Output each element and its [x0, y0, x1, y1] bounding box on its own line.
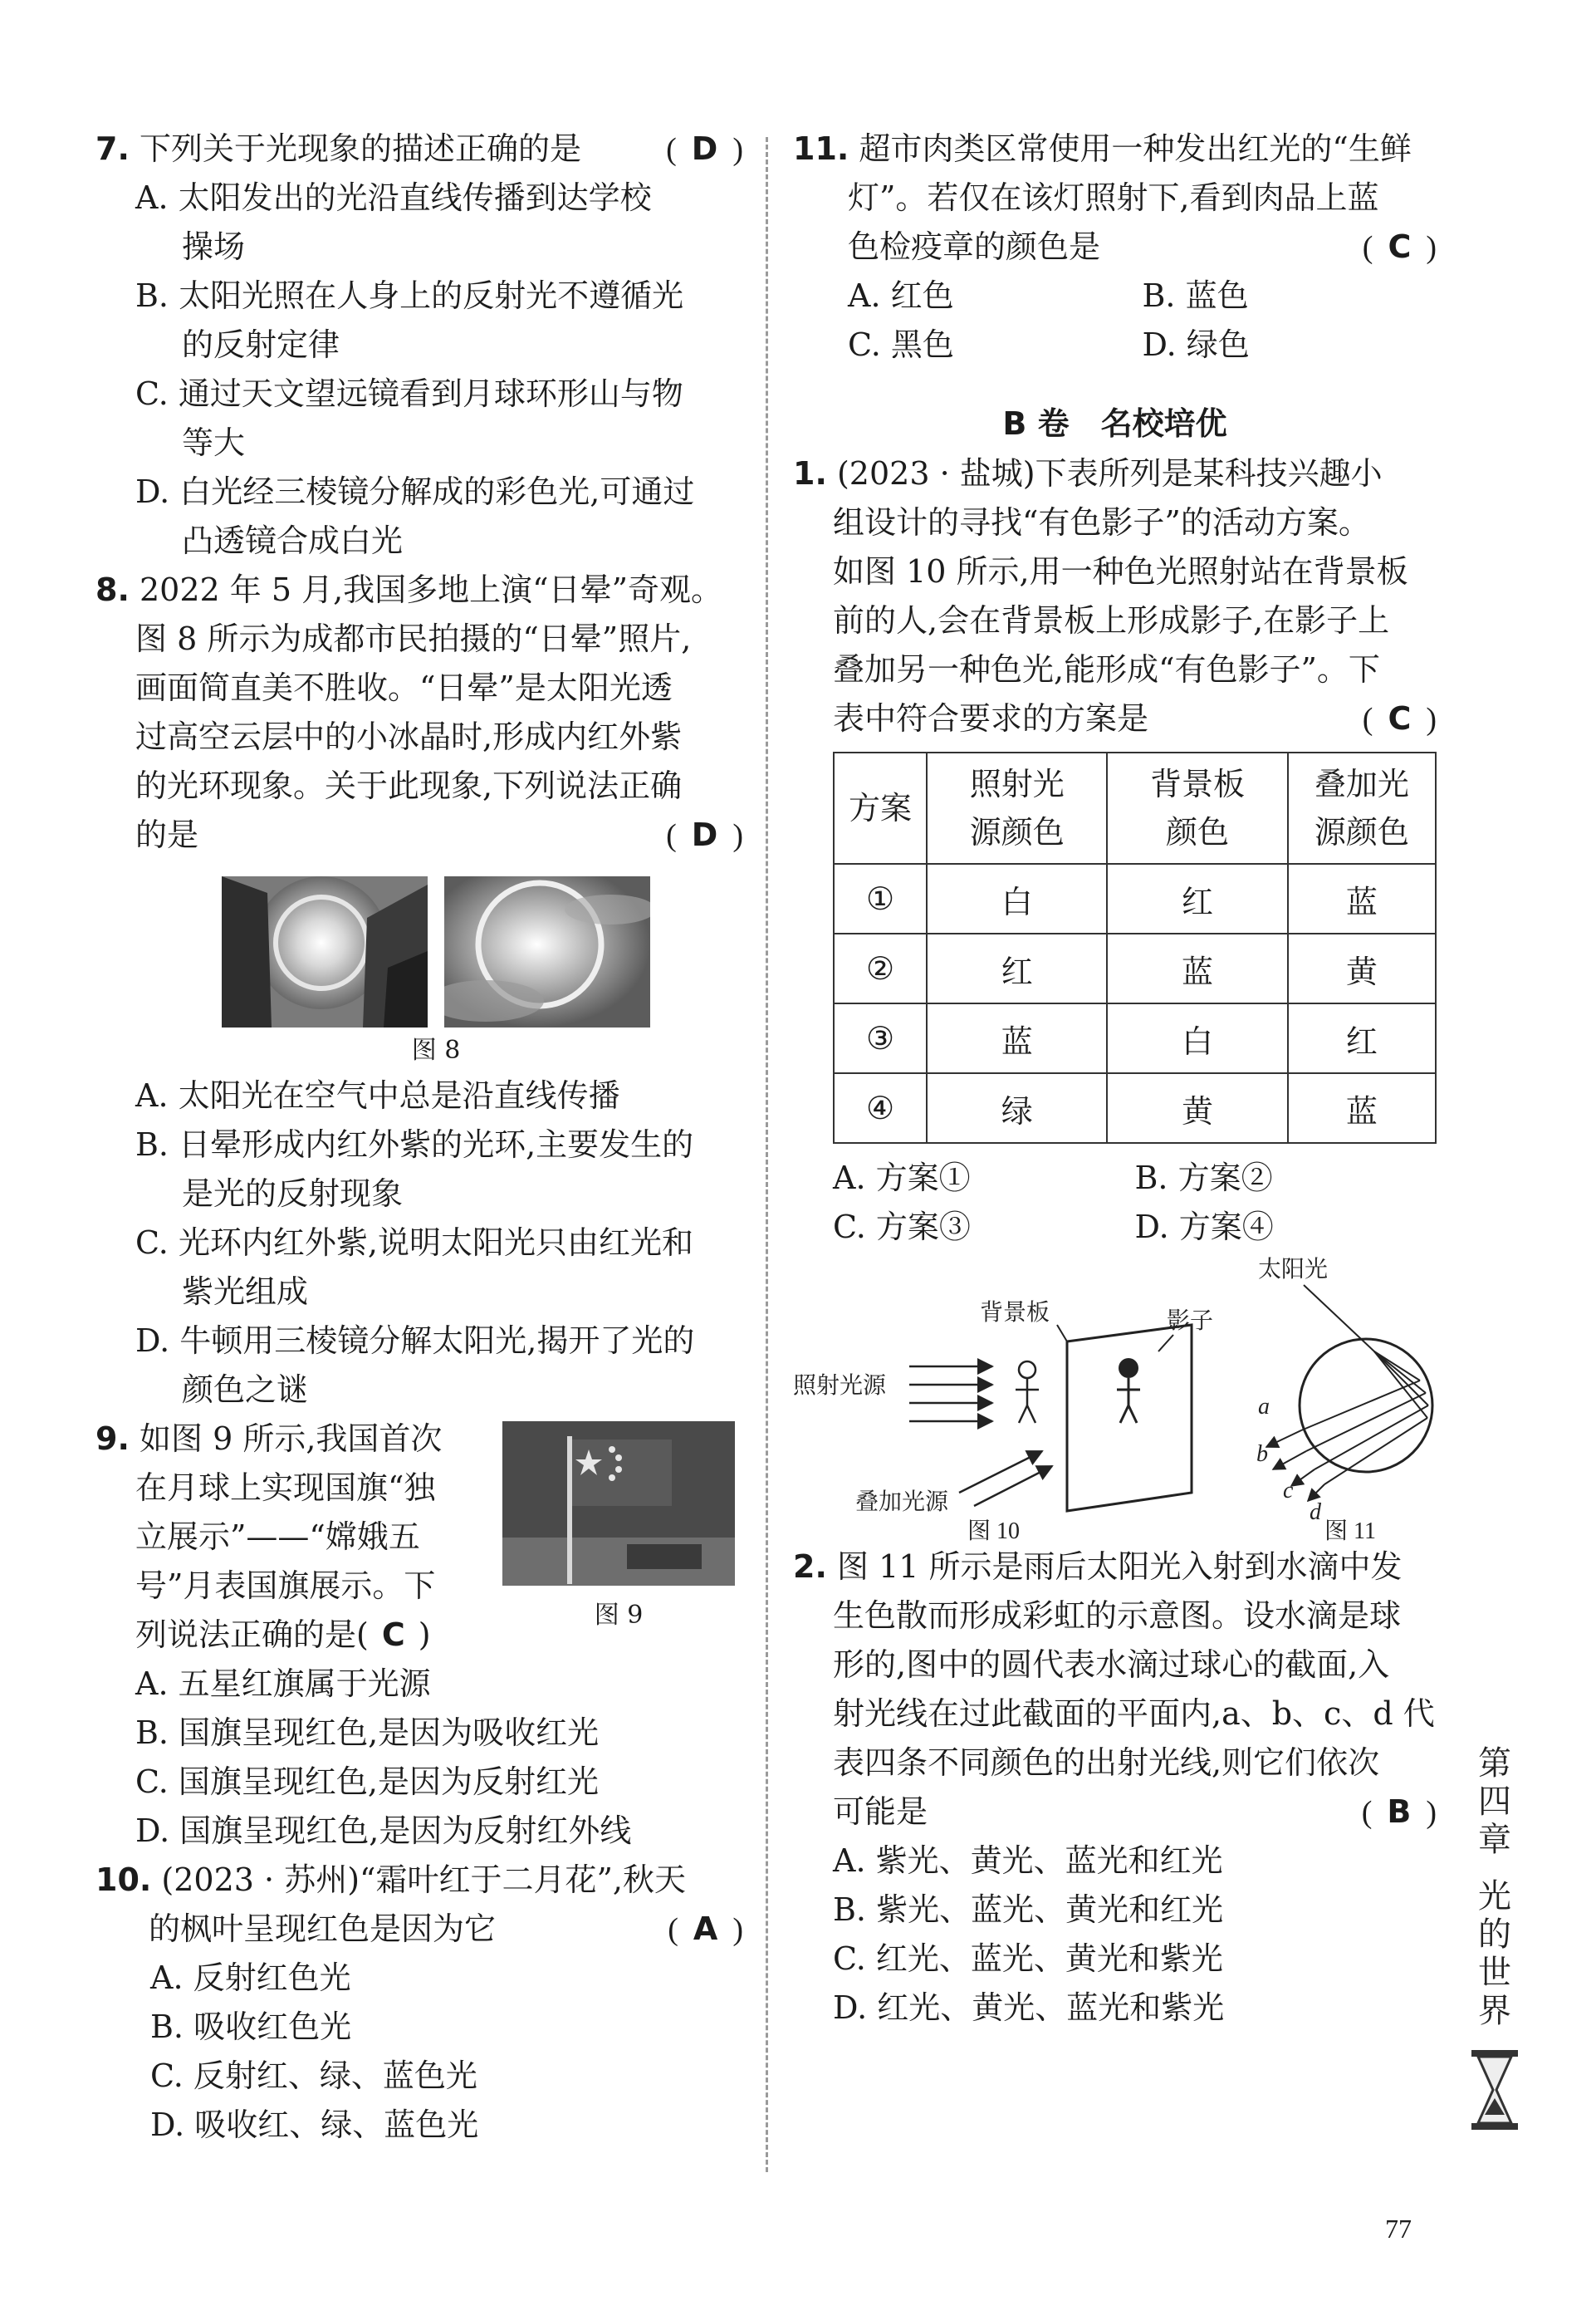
ray-d-out — [1308, 1484, 1324, 1501]
question-line: 画面简直美不胜收。“日晕”是太阳光透 — [135, 669, 673, 706]
option-c: C. 反射红、绿、蓝色光 — [150, 2058, 477, 2094]
chapter-title — [1470, 1877, 1520, 2030]
option-b: B. 方案② — [1134, 1160, 1273, 1196]
figure-caption: 图 9 — [594, 1601, 644, 1630]
table-cell: 蓝 — [1107, 934, 1287, 1003]
table-cell: ② — [834, 934, 927, 1003]
question-line: (2023 · 盐城)下表所列是某科技兴趣小 — [836, 455, 1383, 492]
option-b: B. 紫光、蓝光、黄光和红光 — [833, 1891, 1224, 1928]
answer-bracket: ( D ) — [666, 130, 743, 167]
option-c: C. 通过天文望远镜看到月球环形山与物 — [135, 375, 683, 412]
question-stem: 下列关于光现象的描述正确的是 — [139, 130, 581, 167]
answer: A — [693, 1910, 718, 1947]
bracket-close: ) — [418, 1616, 431, 1653]
question-line: 叠加另一种色光,能形成“有色影子”。下 — [833, 651, 1380, 688]
chapter-char: 四 — [1478, 1783, 1511, 1821]
option-a: A. 反射红色光 — [150, 1959, 351, 1996]
page-number: 77 — [1385, 2214, 1412, 2244]
option-a-cont: 操场 — [182, 228, 246, 265]
question-line: 如图 10 所示,用一种色光照射站在背景板 — [833, 553, 1408, 590]
figure-10 — [793, 1298, 1213, 1543]
column-divider — [766, 137, 768, 2172]
water-drop — [1300, 1339, 1432, 1472]
table-header-row — [834, 753, 1436, 864]
figure-caption: 图 11 — [1324, 1518, 1376, 1543]
option-c: C. 光环内红外紫,说明太阳光只由红光和 — [135, 1224, 693, 1261]
sunlight-ray — [1304, 1285, 1374, 1351]
ray-a-out — [1266, 1430, 1301, 1447]
section-title: B 卷 名校培优 — [1002, 405, 1227, 442]
table-cell: 白 — [1107, 1003, 1287, 1073]
option-d-cont: 颜色之谜 — [182, 1371, 309, 1408]
option-d: D. 白光经三棱镜分解成的彩色光,可通过 — [135, 473, 695, 510]
answer: C — [381, 1616, 405, 1653]
ray-b-line — [1306, 1393, 1426, 1451]
person-head — [1019, 1361, 1035, 1378]
table-cell: 绿 — [927, 1073, 1107, 1143]
table-row — [834, 1073, 1436, 1143]
ray-b-out — [1273, 1451, 1306, 1469]
internal-ray — [1374, 1351, 1420, 1381]
flag-on-moon-photo — [502, 1421, 735, 1586]
question-line: 如图 9 所示,我国首次 — [139, 1420, 443, 1457]
option-c: C. 红光、蓝光、黄光和紫光 — [833, 1940, 1223, 1977]
option-b: B. 日晕形成内红外紫的光环,主要发生的 — [135, 1126, 694, 1163]
question-line: 的枫叶呈现红色是因为它 — [149, 1910, 497, 1947]
option-a: A. 太阳发出的光沿直线传播到达学校 — [135, 179, 652, 216]
chapter-char: 世 — [1478, 1954, 1511, 1992]
question-line: 色检疫章的颜色是 — [848, 228, 1101, 265]
option-a: A. 太阳光在空气中总是沿直线传播 — [135, 1077, 620, 1114]
answer-bracket: ( C ) — [1362, 700, 1437, 737]
answer: C — [1388, 228, 1412, 265]
table-row — [834, 1003, 1436, 1073]
chapter-label — [1470, 1744, 1520, 1859]
answer: D — [691, 817, 718, 853]
question-number: 9. — [95, 1420, 130, 1457]
figure-8 — [95, 860, 743, 1072]
table-cell: 蓝 — [1288, 1073, 1436, 1143]
option-b-cont: 是光的反射现象 — [182, 1175, 404, 1212]
question-line: 列说法正确的是( — [135, 1616, 369, 1653]
option-d: D. 方案④ — [1134, 1209, 1274, 1245]
option-b: B. 蓝色 — [1142, 277, 1249, 314]
background-board — [1067, 1325, 1192, 1511]
table-cell: 红 — [1288, 1003, 1436, 1073]
option-c-cont: 等大 — [182, 424, 246, 461]
question-line: 灯”。若仅在该灯照射下,看到肉品上蓝 — [848, 179, 1379, 216]
question-line: 可能是 — [833, 1793, 928, 1830]
option-c: C. 黑色 — [848, 326, 954, 363]
overlay-ray — [959, 1451, 1042, 1493]
ray-d-line — [1324, 1418, 1427, 1484]
option-b: B. 吸收红色光 — [150, 2008, 352, 2045]
answer-bracket: ( A ) — [668, 1910, 743, 1947]
question-line: 生色散而形成彩虹的示意图。设水滴是球 — [833, 1597, 1402, 1634]
question-line: 号”月表国旗展示。下 — [135, 1567, 436, 1604]
shadow-leg — [1128, 1405, 1137, 1423]
question-9 — [95, 1415, 743, 1856]
table-cell: 红 — [1107, 864, 1287, 934]
leader-line — [1057, 1325, 1067, 1341]
question-line: 2022 年 5 月,我国多地上演“日晕”奇观。 — [139, 571, 723, 608]
option-d: D. 吸收红、绿、蓝色光 — [150, 2107, 479, 2143]
table-cell: 红 — [927, 934, 1107, 1003]
figures-10-11 — [793, 1252, 1437, 1543]
table-cell: 蓝 — [1288, 864, 1436, 934]
option-b-cont: 的反射定律 — [182, 326, 340, 363]
table-cell: 白 — [927, 864, 1107, 934]
question-11 — [793, 125, 1437, 370]
question-line: (2023 · 苏州)“霜叶红于二月花”,秋天 — [161, 1861, 686, 1898]
figure-caption: 图 10 — [967, 1518, 1021, 1543]
plan-table — [833, 752, 1437, 1144]
question-line: 图 11 所示是雨后太阳光入射到水滴中发 — [836, 1548, 1403, 1585]
label-background-board: 背景板 — [980, 1298, 1050, 1326]
question-line: 立展示”——“嫦娥五 — [135, 1518, 420, 1555]
halo-photo-sky — [444, 876, 650, 1028]
header-cell: 背景板 颜色 — [1107, 753, 1287, 864]
option-c: C. 国旗呈现红色,是因为反射红光 — [135, 1763, 599, 1800]
question-line: 前的人,会在背景板上形成影子,在影子上 — [833, 602, 1390, 639]
question-number: 10. — [95, 1861, 152, 1898]
option-d-cont: 凸透镜合成白光 — [182, 522, 404, 559]
question-line: 射光线在过此截面的平面内,a、b、c、d 代 — [833, 1695, 1435, 1732]
chapter-char: 界 — [1478, 1992, 1511, 2030]
ray-label-b: b — [1256, 1441, 1268, 1467]
shadow-head — [1119, 1358, 1138, 1378]
table-row — [834, 864, 1436, 934]
question-line: 的光环现象。关于此现象,下列说法正确 — [135, 768, 683, 804]
left-column — [95, 125, 743, 2150]
header-cell: 叠加光 源颜色 — [1288, 753, 1436, 864]
shadow-leg — [1120, 1405, 1128, 1423]
person-leg — [1027, 1405, 1035, 1423]
option-a: A. 紫光、黄光、蓝光和红光 — [833, 1842, 1223, 1879]
option-a: A. 五星红旗属于光源 — [135, 1665, 431, 1702]
option-d: D. 牛顿用三棱镜分解太阳光,揭开了光的 — [135, 1322, 695, 1359]
right-column — [793, 125, 1437, 2033]
answer: D — [691, 130, 718, 167]
question-line: 图 8 所示为成都市民拍摄的“日晕”照片, — [135, 620, 692, 657]
question-b2 — [793, 1543, 1437, 2033]
option-a: A. 红色 — [848, 277, 954, 314]
question-10 — [95, 1856, 743, 2150]
question-line: 的是 — [135, 817, 199, 853]
ray-c-line — [1314, 1405, 1428, 1469]
ray-label-a: a — [1258, 1394, 1270, 1420]
option-d: D. 绿色 — [1142, 326, 1250, 363]
chapter-char: 章 — [1478, 1821, 1511, 1859]
label-overlay-source: 叠加光源 — [855, 1488, 949, 1515]
question-number: 8. — [95, 571, 130, 608]
label-sunlight: 太阳光 — [1258, 1255, 1329, 1283]
question-7 — [95, 125, 743, 566]
leader-line — [1158, 1335, 1173, 1351]
ray-label-c: c — [1283, 1478, 1294, 1503]
hourglass-icon — [1470, 2048, 1520, 2131]
chapter-char: 的 — [1478, 1915, 1511, 1954]
question-8 — [95, 566, 743, 1415]
question-line: 在月球上实现国旗“独 — [135, 1469, 436, 1506]
overlay-ray — [974, 1466, 1052, 1506]
option-b: B. 国旗呈现红色,是因为吸收红光 — [135, 1714, 600, 1751]
answer-bracket: ( C ) — [1362, 228, 1437, 265]
question-number: 2. — [793, 1548, 827, 1585]
table-cell: ① — [834, 864, 927, 934]
option-a: A. 方案① — [833, 1160, 971, 1196]
question-line: 形的,图中的圆代表水滴过球心的截面,入 — [833, 1646, 1390, 1683]
option-c: C. 方案③ — [833, 1209, 971, 1245]
person-leg — [1019, 1405, 1027, 1423]
internal-ray — [1374, 1351, 1428, 1405]
table-cell: ③ — [834, 1003, 927, 1073]
option-d: D. 国旗呈现红色,是因为反射红外线 — [135, 1812, 632, 1849]
question-line: 表中符合要求的方案是 — [833, 700, 1149, 737]
ray-label-d: d — [1310, 1499, 1321, 1525]
ray-a-line — [1301, 1381, 1420, 1430]
answer-bracket: ( B ) — [1361, 1793, 1437, 1830]
question-number: 11. — [793, 130, 849, 167]
chapter-char: 光 — [1478, 1877, 1511, 1915]
question-line: 过高空云层中的小冰晶时,形成内红外紫 — [135, 719, 683, 755]
label-shadow: 影子 — [1167, 1307, 1214, 1334]
option-b: B. 太阳光照在人身上的反射光不遵循光 — [135, 277, 684, 314]
table-cell: 黄 — [1288, 934, 1436, 1003]
answer: B — [1387, 1793, 1412, 1830]
chapter-char: 第 — [1478, 1744, 1511, 1783]
header-cell: 方案 — [834, 753, 927, 864]
table-cell: 黄 — [1107, 1073, 1287, 1143]
question-line: 超市肉类区常使用一种发出红光的“生鲜 — [859, 130, 1412, 167]
question-b1 — [793, 449, 1437, 1252]
internal-ray — [1374, 1351, 1426, 1393]
table-cell: 蓝 — [927, 1003, 1107, 1073]
option-c-cont: 紫光组成 — [182, 1273, 309, 1310]
question-line: 表四条不同颜色的出射光线,则它们依次 — [833, 1744, 1380, 1781]
answer: C — [1388, 700, 1412, 737]
question-number: 1. — [793, 455, 827, 492]
question-number: 7. — [95, 130, 130, 167]
ray-c-out — [1291, 1469, 1314, 1486]
table-cell: ④ — [834, 1073, 927, 1143]
halo-photo-city — [222, 876, 428, 1028]
question-line: 组设计的寻找“有色影子”的活动方案。 — [833, 504, 1370, 541]
option-d: D. 红光、黄光、蓝光和紫光 — [833, 1989, 1225, 2026]
answer-bracket: ( D ) — [666, 817, 743, 853]
header-cell: 照射光 源颜色 — [927, 753, 1107, 864]
figure-caption: 图 8 — [411, 1036, 461, 1065]
internal-ray — [1374, 1351, 1427, 1418]
table-row — [834, 934, 1436, 1003]
chapter-tab — [1470, 1744, 1520, 2140]
label-light-source: 照射光源 — [793, 1371, 887, 1399]
figure-11 — [1256, 1255, 1432, 1543]
